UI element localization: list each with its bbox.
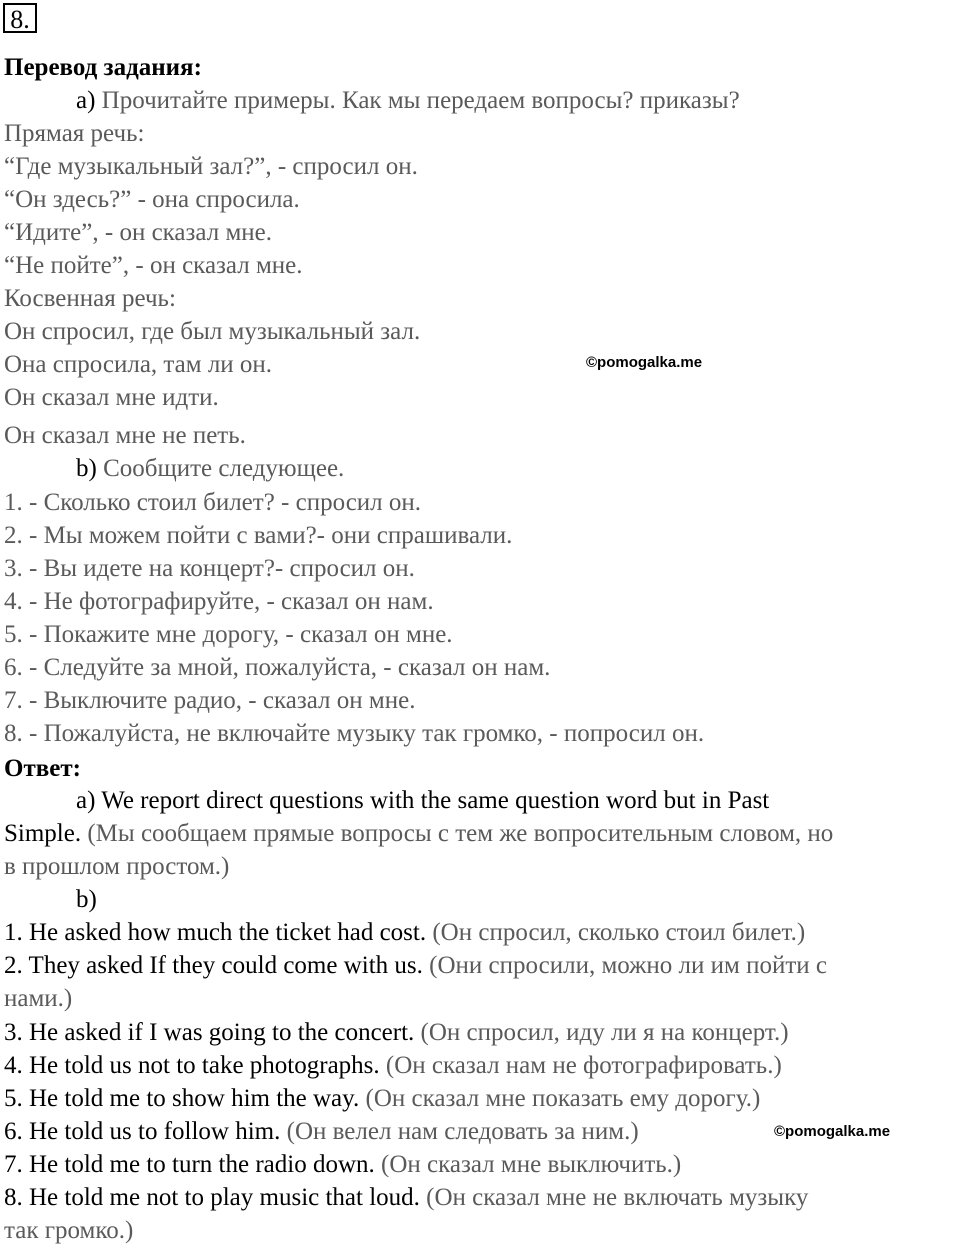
direct-speech-label: Прямая речь: bbox=[4, 120, 145, 147]
answer-header: Ответ: bbox=[4, 755, 81, 782]
answer-5-en: 5. He told me to show him the way. bbox=[4, 1085, 360, 1112]
answer-5-ru: (Он сказал мне показать ему дорогу.) bbox=[365, 1085, 761, 1112]
exercise-7: 7. - Выключите радио, - сказал он мне. bbox=[4, 687, 416, 714]
indirect-speech-4: Он сказал мне не петь. bbox=[4, 422, 246, 449]
answer-2-en: 2. They asked If they could come with us. bbox=[4, 952, 423, 979]
answer-4 bbox=[4, 1051, 782, 1081]
answer-8-ru: (Он сказал мне не включать музыку bbox=[426, 1184, 809, 1211]
part-b-text: Сообщите следующее. bbox=[103, 455, 345, 482]
exercise-8: 8. - Пожалуйста, не включайте музыку так громко, - попросил он. bbox=[4, 720, 705, 747]
indirect-speech-3: Он сказал мне идти. bbox=[4, 384, 219, 411]
answer-1 bbox=[4, 918, 805, 948]
answer-a-text: We report direct questions with the same question word but in Past bbox=[101, 787, 770, 814]
indirect-speech-1: Он спросил, где был музыкальный зал. bbox=[4, 318, 421, 345]
exercise-3: 3. - Вы идете на концерт?- спросил он. bbox=[4, 555, 415, 582]
part-b-label: b) bbox=[76, 455, 97, 482]
answer-8-ru-cont: так громко.) bbox=[4, 1217, 134, 1244]
indirect-speech-label: Косвенная речь: bbox=[4, 285, 176, 312]
direct-speech-1: “Где музыкальный зал?”, - спросил он. bbox=[4, 153, 418, 180]
answer-3-ru: (Он спросил, иду ли я на концерт.) bbox=[420, 1019, 789, 1046]
answer-a-line-2 bbox=[4, 819, 833, 849]
exercise-4: 4. - Не фотографируйте, - сказал он нам. bbox=[4, 588, 434, 615]
answer-8-en: 8. He told me not to play music that loud. bbox=[4, 1184, 420, 1211]
exercise-6: 6. - Следуйте за мной, пожалуйста, - сказал он нам. bbox=[4, 654, 551, 681]
answer-2-ru-cont: нами.) bbox=[4, 985, 73, 1012]
indirect-speech-2: Она спросила, там ли он. bbox=[4, 351, 273, 378]
part-b-line bbox=[76, 454, 344, 484]
answer-2 bbox=[4, 951, 827, 981]
answer-3 bbox=[4, 1018, 789, 1048]
answer-6-en: 6. He told us to follow him. bbox=[4, 1118, 281, 1145]
answer-7-en: 7. He told me to turn the radio down. bbox=[4, 1151, 375, 1178]
direct-speech-4: “Не пойте”, - он сказал мне. bbox=[4, 252, 303, 279]
answer-7-ru: (Он сказал мне выключить.) bbox=[381, 1151, 682, 1178]
answer-1-ru: (Он спросил, сколько стоил билет.) bbox=[432, 919, 806, 946]
answer-1-en: 1. He asked how much the ticket had cost. bbox=[4, 919, 427, 946]
exercise-5: 5. - Покажите мне дорогу, - сказал он мне. bbox=[4, 621, 453, 648]
answer-7 bbox=[4, 1150, 681, 1180]
translation-header: Перевод задания: bbox=[4, 54, 202, 81]
part-a-label: a) bbox=[76, 87, 96, 114]
answer-a-en: Simple. bbox=[4, 820, 82, 847]
answer-3-en: 3. He asked if I was going to the concert. bbox=[4, 1019, 415, 1046]
answer-2-ru: (Они спросили, можно ли им пойти с bbox=[429, 952, 828, 979]
task-number: 8. bbox=[3, 3, 37, 33]
exercise-1: 1. - Сколько стоил билет? - спросил он. bbox=[4, 489, 422, 516]
answer-5 bbox=[4, 1084, 760, 1114]
watermark-top: ©pomogalka.me bbox=[586, 354, 703, 371]
direct-speech-2: “Он здесь?” - она спросила. bbox=[4, 186, 300, 213]
part-a-text: Прочитайте примеры. Как мы передаем вопросы? приказы? bbox=[101, 87, 740, 114]
answer-a-line-1 bbox=[76, 786, 769, 816]
part-a-line bbox=[76, 86, 740, 116]
watermark-bottom: ©pomogalka.me bbox=[774, 1123, 891, 1140]
exercise-2: 2. - Мы можем пойти с вами?- они спрашивали. bbox=[4, 522, 513, 549]
answer-4-ru: (Он сказал нам не фотографировать.) bbox=[385, 1052, 782, 1079]
direct-speech-3: “Идите”, - он сказал мне. bbox=[4, 219, 272, 246]
answer-a-ru: (Мы сообщаем прямые вопросы с тем же вопросительным словом, но bbox=[87, 820, 834, 847]
answer-8 bbox=[4, 1183, 808, 1213]
answer-6-ru: (Он велел нам следовать за ним.) bbox=[286, 1118, 639, 1145]
answer-4-en: 4. He told us not to take photographs. bbox=[4, 1052, 380, 1079]
answer-b-label: b) bbox=[76, 886, 97, 913]
answer-a-line-3: в прошлом простом.) bbox=[4, 853, 230, 880]
answer-6 bbox=[4, 1117, 639, 1147]
answer-a-label: a) bbox=[76, 787, 96, 814]
